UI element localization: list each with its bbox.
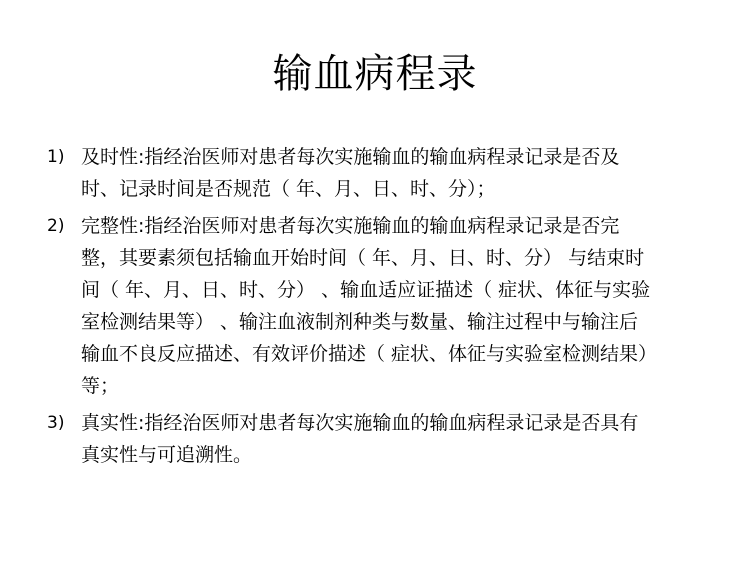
item-text <box>81 141 701 205</box>
item-number: 1) <box>47 147 65 167</box>
item-line: 输血不良反应描述、有效评价描述（ 症状、体征与实验室检测结果） <box>81 343 658 365</box>
item-number: 2) <box>47 216 65 236</box>
item-line: 时、记录时间是否规范（ 年、月、日、时、分）； <box>81 178 496 200</box>
slide-title: 输血病程录 <box>272 51 478 97</box>
item-line: 完整性:指经治医师对患者每次实施输血的输血病程录记录是否完 <box>81 215 620 237</box>
item-text <box>81 407 701 471</box>
item-text <box>81 210 701 402</box>
item-line: 及时性:指经治医师对患者每次实施输血的输血病程录记录是否及 <box>81 146 620 168</box>
item-number: 3) <box>47 413 65 433</box>
item-line: 等； <box>81 375 120 397</box>
item-line: 整，其要素须包括输血开始时间（ 年、月、日、时、分） 与结束时 <box>81 247 645 269</box>
item-line: 真实性:指经治医师对患者每次实施输血的输血病程录记录是否具有 <box>81 412 639 434</box>
item-line: 真实性与可追溯性。 <box>81 444 253 466</box>
item-line: 间（ 年、月、日、时、分） 、输血适应证描述（ 症状、体征与实验 <box>81 279 651 301</box>
item-line: 室检测结果等） 、输注血液制剂种类与数量、输注过程中与输注后 <box>81 311 639 333</box>
